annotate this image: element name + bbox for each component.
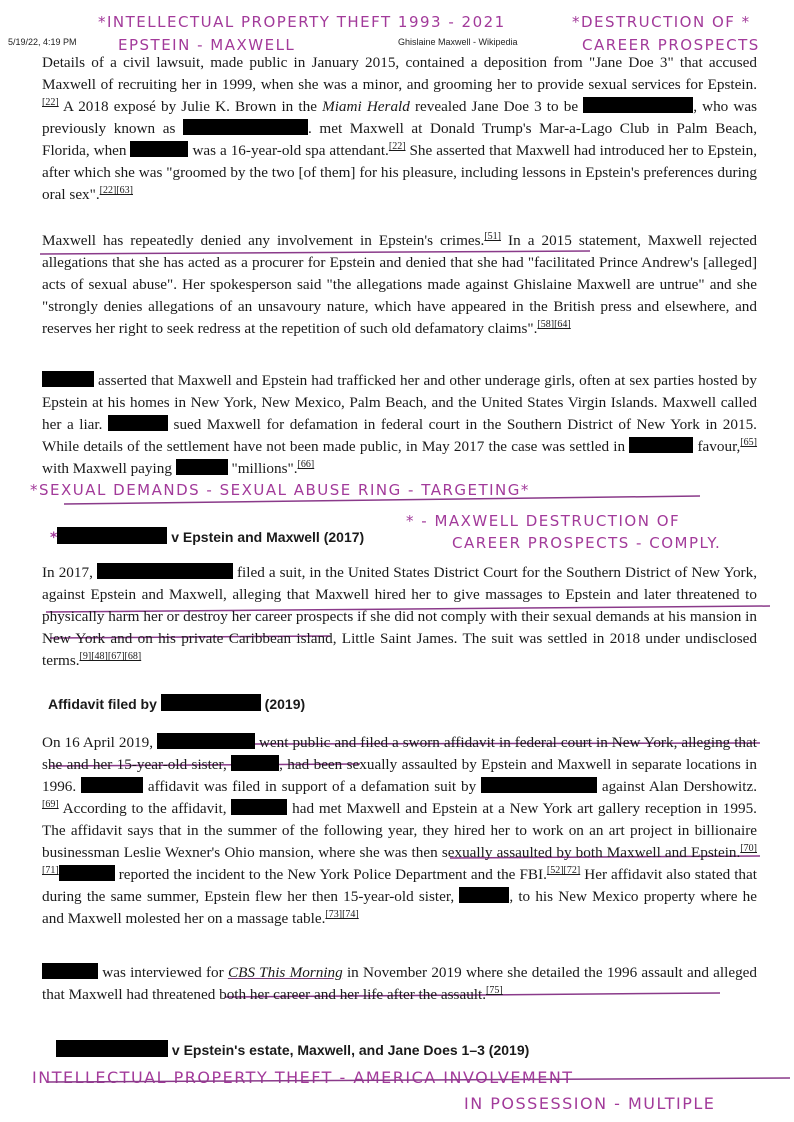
section-heading-estate-suit: v Epstein's estate, Maxwell, and Jane Does 1–3 (2019) <box>56 1040 529 1058</box>
redaction-block <box>42 371 94 387</box>
citation-link[interactable]: [73][74] <box>325 908 359 920</box>
handwritten-note-maxwell-destruction: * - MAXWELL DESTRUCTION OF <box>406 512 681 530</box>
redaction-block <box>81 777 143 793</box>
redaction-block <box>176 459 228 475</box>
handwritten-note-possession: IN POSSESSION - MULTIPLE <box>464 1094 716 1113</box>
redaction-block <box>161 694 261 711</box>
handwritten-note-sexual-demands: *SEXUAL DEMANDS - SEXUAL ABUSE RING - TARGETING* <box>30 481 530 499</box>
handwritten-note-epstein-maxwell: EPSTEIN - MAXWELL <box>118 36 296 54</box>
cbs-this-morning-link[interactable]: CBS This Morning <box>227 964 343 981</box>
print-timestamp: 5/19/22, 4:19 PM <box>8 37 77 47</box>
redaction-block <box>231 799 287 815</box>
citation-link[interactable]: [22] <box>388 140 406 152</box>
redaction-block <box>481 777 597 793</box>
citation-link[interactable]: [58][64] <box>537 318 571 330</box>
citation-link[interactable]: [70][71] <box>42 842 757 876</box>
handwritten-note-comply: CAREER PROSPECTS - COMPLY. <box>452 534 722 552</box>
paragraph-cbs-interview: was interviewed for CBS This Morning in November 2019 where she detailed the 1996 assault and alleged that Maxwell had threatened both her career and her life after the assault.[75] <box>42 964 757 1003</box>
section-heading-affidavit: Affidavit filed by (2019) <box>48 696 306 712</box>
handwritten-note-destruction: *DESTRUCTION OF * <box>572 13 751 31</box>
redaction-block <box>157 733 255 749</box>
citation-link[interactable]: [75] <box>486 984 503 996</box>
redaction-block <box>629 437 693 453</box>
handwritten-note-ip-theft: *INTELLECTUAL PROPERTY THEFT 1993 - 2021 <box>98 13 506 31</box>
star-mark: * <box>50 530 58 546</box>
citation-link[interactable]: [51] <box>484 230 502 242</box>
citation-link[interactable]: [69] <box>42 798 59 810</box>
redaction-block <box>97 563 233 579</box>
paragraph-affidavit: On 16 April 2019, went public and filed a sworn affidavit in federal court in New York, alleging that she and her 15-year-old sister, , had been sexually assaulted by Epstein and Maxwell in separate locations in 1996. affidavit was filed in support of a defamation suit by against Alan Dershowitz.[69] According to the affidavit, had met Maxwell and Epstein at a New York art gallery reception in 1995. The affidavit says that in the summer of the following year, they hired her to work on an art project in billionaire businessman Leslie Wexner's Ohio mansion, where she was then sexually assaulted by both Maxwell and Epstein.[70][71] reported the incident to the New York Police Department and the FBI.[52][72] Her affidavit also stated that during the same summer, Epstein flew her then 15-year-old sister, , to his New Mexico property where he and Maxwell molested her on a massage table.[73][74] <box>42 734 758 927</box>
redaction-block <box>130 141 188 157</box>
citation-link[interactable]: [9][48][67][68] <box>79 650 142 662</box>
redaction-block <box>583 97 693 113</box>
redaction-block <box>231 755 279 771</box>
handwritten-note-america-involvement: INTELLECTUAL PROPERTY THEFT - AMERICA INVOLVEMENT <box>32 1068 574 1087</box>
redaction-block <box>56 1040 168 1057</box>
paragraph-2017-suit: In 2017, filed a suit, in the United States District Court for the Southern District of New York, against Epstein and Maxwell, alleging that Maxwell hired her to give massages to Epstein and later threatened to physically harm her or destroy her career prospects if she did not comply with their sexual demands at his mansion in New York and on his private Caribbean island, Little Saint James. The suit was settled in 2018 under undisclosed terms.[9][48][67][68] <box>42 564 757 669</box>
redaction-block <box>108 415 168 431</box>
paragraph-maxwell-denial: Maxwell has repeatedly denied any involvement in Epstein's crimes.[51] In a 2015 statement, Maxwell rejected allegations that she has acted as a procurer for Epstein and denied that she had "facilitated Prince Andrew's [alleged] acts of sexual abuse". Her spokesperson said "the allegations made against Ghislaine Maxwell are untrue" and she "strongly denies allegations of an unsavoury nature, which have appeared in the British press and elsewhere, and reserves her right to seek redress at the repetition of such old defamatory claims".[58][64] <box>42 230 757 337</box>
redaction-block <box>459 887 509 903</box>
redaction-block <box>57 527 167 544</box>
paragraph-jane-doe-3: Details of a civil lawsuit, made public in January 2015, contained a deposition from "Jane Doe 3" that accused Maxwell of recruiting her in 1999, when she was a minor, and grooming her to provide sexual services for Epstein.[22] A 2018 exposé by Julie K. Brown in the Miami Herald revealed Jane Doe 3 to be , who was previously known as . met Maxwell at Donald Trump's Mar-a-Lago Club in Palm Beach, Florida, when was a 16-year-old spa attendant.[22] She asserted that Maxwell had introduced her to Epstein, after which she was "groomed by the two [of them] for his pleasure, including lessons in Epstein's preferences during oral sex".[22][63] <box>42 54 757 203</box>
citation-link[interactable]: [52][72] <box>546 864 581 876</box>
citation-link[interactable]: [22][63] <box>99 184 133 196</box>
paragraph-trafficking-allegation: asserted that Maxwell and Epstein had trafficked her and other underage girls, often at sex parties hosted by Epstein at his homes in New York, New Mexico, Palm Beach, and the United States Virgin Islands. Maxwell called her a liar. sued Maxwell for defamation in federal court in the Southern District of New York in 2015. While details of the settlement have not been made public, in May 2017 the case was settled in favour,[65] with Maxwell paying "millions".[66] <box>42 372 758 477</box>
print-page-title: Ghislaine Maxwell - Wikipedia <box>398 37 518 47</box>
redaction-block <box>42 963 98 979</box>
redaction-block <box>59 865 115 881</box>
citation-link[interactable]: [22] <box>42 96 59 108</box>
citation-link[interactable]: [66] <box>297 458 315 470</box>
redaction-block <box>183 119 308 135</box>
handwritten-note-career-prospects: CAREER PROSPECTS <box>582 36 760 54</box>
section-heading-2017-suit: * v Epstein and Maxwell (2017) <box>50 529 365 546</box>
citation-link[interactable]: [65] <box>740 436 758 448</box>
